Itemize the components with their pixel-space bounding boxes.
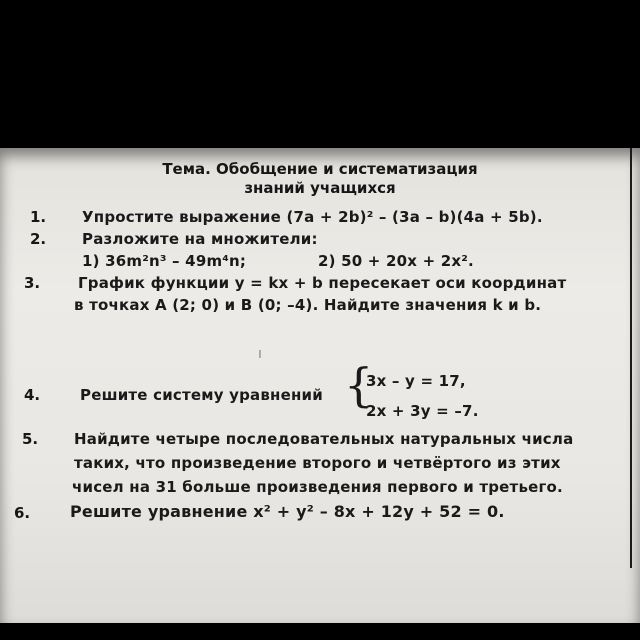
problem-6-number: 6. — [14, 504, 31, 522]
worksheet-page — [0, 148, 640, 623]
problem-2-part-2: 2) 50 + 20x + 2x². — [318, 252, 474, 270]
problem-2-part-1: 1) 36m²n³ – 49m⁴n; — [82, 252, 247, 270]
problem-4-number: 4. — [24, 386, 41, 404]
system-brace: { — [344, 358, 374, 412]
problem-3-line-2: в точках A (2; 0) и B (0; –4). Найдите значения k и b. — [74, 296, 542, 314]
page-edge-line — [630, 148, 632, 568]
problem-2-text: Разложите на множители: — [82, 230, 318, 248]
title-line-2: знаний учащихся — [244, 179, 396, 197]
problem-3-line-1: График функции y = kx + b пересекает оси координат — [78, 274, 567, 292]
problem-5-line-2: таких, что произведение второго и четвёртого из этих — [74, 454, 561, 472]
problem-4-text: Решите систему уравнений — [80, 386, 323, 404]
worksheet-title — [0, 160, 640, 198]
problem-5-line-3: чисел на 31 больше произведения первого и третьего. — [72, 478, 563, 496]
problem-5-number: 5. — [22, 430, 39, 448]
problem-1-text: Упростите выражение (7a + 2b)² – (3a – b)(4a + 5b). — [82, 208, 543, 226]
system-equation-1: 3x – y = 17, — [366, 372, 466, 390]
system-equation-2: 2x + 3y = –7. — [366, 402, 479, 420]
problem-5-line-1: Найдите четыре последовательных натуральных числа — [74, 430, 574, 448]
problem-3-number: 3. — [24, 274, 41, 292]
problem-1-number: 1. — [30, 208, 47, 226]
problem-6-text: Решите уравнение x² + y² – 8x + 12y + 52 = 0. — [70, 502, 505, 521]
problem-2-number: 2. — [30, 230, 47, 248]
pencil-mark: ı — [258, 346, 262, 362]
title-line-1: Тема. Обобщение и систематизация — [162, 160, 478, 178]
